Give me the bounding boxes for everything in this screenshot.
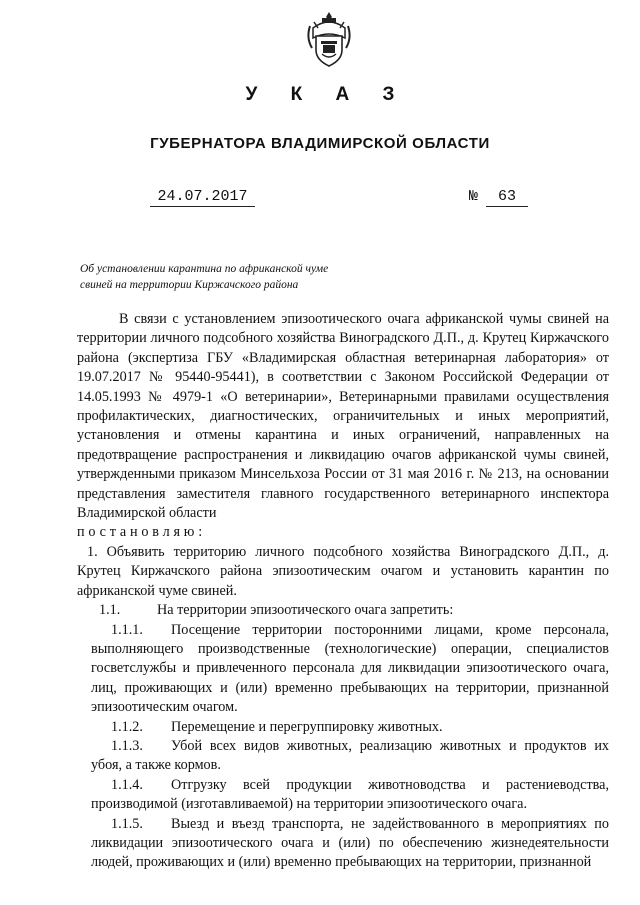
- item-1-1-2: [77, 718, 609, 737]
- topic-line: свиней на территории Киржачского района: [80, 279, 299, 291]
- item-label: 1.1.5.: [111, 815, 143, 832]
- item-text: Убой всех видов животных, реализацию животных и продуктов их убоя, а также кормов.: [91, 737, 609, 774]
- decree-word: постановляю:: [77, 524, 206, 541]
- item-label: 1.1.2.: [111, 718, 143, 735]
- item-1-1-3: [77, 737, 609, 776]
- item-label: 1.1.3.: [111, 737, 143, 754]
- document-body: [77, 310, 609, 873]
- item-1-1: [77, 601, 609, 620]
- item-1: 1. Объявить территорию личного подсобного хозяйства Виноградского Д.П., д. Крутец Киржачского района эпизоотическим очагом и установить карантин по африканской чуме свиней.: [77, 543, 609, 599]
- item-text: Перемещение и перегруппировку животных.: [171, 718, 443, 735]
- item-1-1-5: [77, 815, 609, 873]
- topic-line: Об установлении карантина по африканской чуме: [80, 263, 329, 275]
- item-label: 1.1.: [99, 602, 121, 619]
- issuer-title: ГУБЕРНАТОРА ВЛАДИМИРСКОЙ ОБЛАСТИ: [150, 135, 490, 152]
- item-text: На территории эпизоотического очага запретить:: [157, 602, 454, 619]
- item-label: 1.1.1.: [111, 621, 143, 638]
- item-1-1-4: [77, 776, 609, 815]
- item-text: Отгрузку всей продукции животноводства и растениеводства, производимой (изготавливаемой) на территории эпизоотического очага.: [91, 776, 609, 813]
- number-label: №: [469, 188, 479, 205]
- item-text: Выезд и въезд транспорта, не задействованного в мероприятиях по ликвидации эпизоотического очага и (или) по обеспечению жизнедеятельности людей, проживающих и (или) временно пребывающих на территории, признанной: [91, 815, 609, 871]
- document-topic: [80, 261, 410, 293]
- document-date: 24.07.2017: [150, 188, 255, 207]
- item-label: 1.1.4.: [111, 776, 143, 793]
- item-text: Посещение территории посторонними лицами, кроме персонала, выполняющего производственные (технологические) операции, специалистов госветслужбы и привлеченного персонала для ликвидации эпизоотического очага, лиц, проживающих и (или) временно пребывающих на территории, признанной эпизоотическим очагом.: [91, 621, 609, 716]
- preamble-paragraph: В связи с установлением эпизоотического очага африканской чумы свиней на территории личного подсобного хозяйства Виноградского Д.П., д. Крутец Киржачского района (экспертиза ГБУ «Владимирская областная ветеринарная лаборатория» от 19.07.2017 № 95440-95441), в соответствии с Законом Российской Федерации от 14.05.1993 № 4979-1 «О ветеринарии», Ветеринарными правилами осуществления профилактических, диагностических, ограничительных и иных мероприятий, установления и отмены карантина и иных ограничений, направленных на предотвращение распространения и ликвидацию очагов африканской чумы свиней, утвержденными приказом Минсельхоза России от 31 мая 2016 г. № 213, на основании представления заместителя главного государственного ветеринарного инспектора Владимирской области: [77, 311, 609, 522]
- item-1-1-1: [77, 621, 609, 718]
- document-title: У К А З: [245, 84, 409, 105]
- coat-of-arms-emblem: [304, 8, 354, 70]
- document-number: 63: [486, 188, 528, 207]
